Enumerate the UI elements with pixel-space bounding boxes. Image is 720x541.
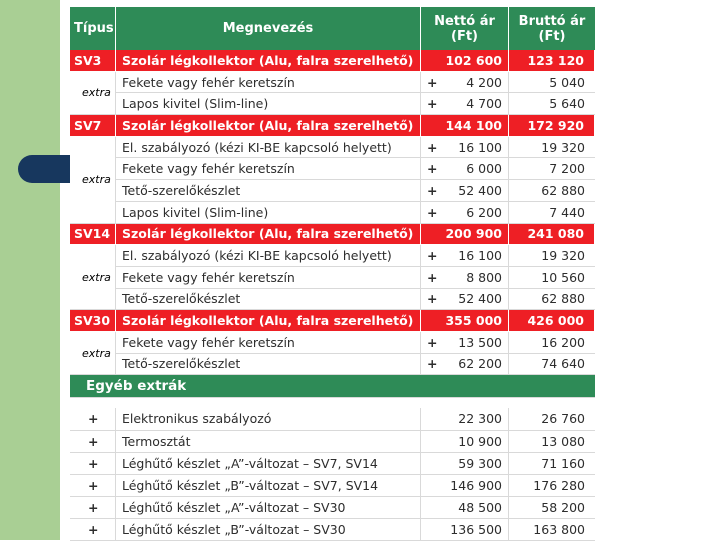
extra-row <box>116 180 595 202</box>
extra-gross-price: 7 200 <box>549 161 585 177</box>
header-brutto: Bruttó ár (Ft) <box>518 13 586 44</box>
extra-net-price: 8 800 <box>466 269 502 285</box>
product-code: SV14 <box>70 224 116 245</box>
extra-name: Tető-szerelőkészlet <box>116 289 421 310</box>
plus-sign: + <box>427 334 438 350</box>
extra-gross-price: 10 560 <box>541 269 585 285</box>
extra-name: Fekete vagy fehér keretszín <box>116 332 421 353</box>
other-net-cell <box>421 519 509 540</box>
extra-net-cell <box>421 72 509 93</box>
other-extra-name: Léghűtő készlet „A”-változat – SV7, SV14 <box>116 453 421 474</box>
extra-gross-price: 16 200 <box>541 334 585 350</box>
product-name: Szolár légkollektor (Alu, falra szerelhető) <box>116 115 421 136</box>
gross-price: 241 080 <box>509 224 595 245</box>
plus-sign: + <box>427 139 438 155</box>
extra-row <box>116 354 595 376</box>
other-gross-price: 163 800 <box>533 522 585 538</box>
extra-row <box>116 93 595 115</box>
plus-sign: + <box>427 182 438 198</box>
product-code: SV3 <box>70 50 116 71</box>
extra-net-price: 13 500 <box>458 334 502 350</box>
header-netto: Nettó ár (Ft) <box>421 7 509 50</box>
extra-row <box>116 289 595 311</box>
gross-price: 172 920 <box>509 115 595 136</box>
product-groups <box>70 50 595 375</box>
extra-label: extra <box>70 72 116 115</box>
other-extra-name: Léghűtő készlet „B”-változat – SV7, SV14 <box>116 475 421 496</box>
extras-group <box>70 72 595 115</box>
other-extra-row <box>70 475 595 497</box>
other-net-price: 10 900 <box>458 433 502 449</box>
net-price-cell <box>421 115 509 136</box>
extra-name: Fekete vagy fehér keretszín <box>116 72 421 93</box>
product-name: Szolár légkollektor (Alu, falra szerelhető) <box>116 310 421 331</box>
other-gross-price: 13 080 <box>541 433 585 449</box>
plus-sign: + <box>427 269 438 285</box>
product-row <box>70 224 595 246</box>
extra-net-cell <box>421 180 509 201</box>
extra-name: Tető-szerelőkészlet <box>116 180 421 201</box>
other-net-price: 136 500 <box>450 522 502 538</box>
other-extra-row <box>70 519 595 541</box>
other-extra-row <box>70 453 595 475</box>
extras-group <box>70 245 595 310</box>
extra-label: extra <box>70 332 116 375</box>
extra-gross-price: 74 640 <box>541 356 585 372</box>
plus-sign: + <box>427 291 438 307</box>
other-gross-price: 58 200 <box>541 500 585 516</box>
gross-price: 123 120 <box>509 50 595 71</box>
extra-name: Lapos kivitel (Slim-line) <box>116 202 421 223</box>
plus-sign: + <box>70 497 116 518</box>
other-net-cell <box>421 453 509 474</box>
extras-rows <box>116 332 595 375</box>
other-net-cell <box>421 431 509 452</box>
extras-group <box>70 137 595 224</box>
extra-row <box>116 137 595 159</box>
other-extra-row <box>70 431 595 453</box>
extra-net-price: 6 200 <box>466 204 502 220</box>
extra-label: extra <box>70 245 116 310</box>
net-price: 144 100 <box>445 117 502 133</box>
plus-sign: + <box>70 519 116 540</box>
extra-net-price: 6 000 <box>466 161 502 177</box>
plus-sign: + <box>427 96 438 112</box>
extra-gross-price: 19 320 <box>541 248 585 264</box>
extra-gross-price: 19 320 <box>541 139 585 155</box>
product-code: SV7 <box>70 115 116 136</box>
extra-name: El. szabályozó (kézi KI-BE kapcsoló helyett) <box>116 245 421 266</box>
net-price: 355 000 <box>445 313 502 329</box>
extra-net-price: 52 400 <box>458 291 502 307</box>
product-row <box>70 115 595 137</box>
left-sidebar-band <box>0 0 60 540</box>
extra-gross-price: 5 040 <box>549 74 585 90</box>
extra-row <box>116 158 595 180</box>
other-extra-name: Elektronikus szabályozó <box>116 408 421 429</box>
extra-net-cell <box>421 137 509 158</box>
extra-net-price: 52 400 <box>458 182 502 198</box>
spacer <box>70 398 595 408</box>
other-extras-title-row <box>70 375 595 398</box>
extra-row <box>116 202 595 224</box>
extra-net-cell <box>421 267 509 288</box>
extra-gross-price: 62 880 <box>541 291 585 307</box>
extra-net-cell <box>421 332 509 353</box>
net-price: 102 600 <box>445 52 502 68</box>
other-extra-row <box>70 497 595 519</box>
plus-sign: + <box>70 475 116 496</box>
extra-net-price: 62 200 <box>458 356 502 372</box>
extra-name: Fekete vagy fehér keretszín <box>116 267 421 288</box>
plus-sign: + <box>427 248 438 264</box>
other-gross-price: 71 160 <box>541 455 585 471</box>
other-net-cell <box>421 475 509 496</box>
extras-rows <box>116 245 595 310</box>
extras-group <box>70 332 595 375</box>
plus-sign: + <box>427 161 438 177</box>
product-row <box>70 50 595 72</box>
other-extra-name: Termosztát <box>116 431 421 452</box>
extras-rows <box>116 72 595 115</box>
extra-label: extra <box>70 137 116 224</box>
product-code: SV30 <box>70 310 116 331</box>
plus-sign: + <box>70 408 116 429</box>
other-gross-price: 176 280 <box>533 477 585 493</box>
extra-name: El. szabályozó (kézi KI-BE kapcsoló helyett) <box>116 137 421 158</box>
other-net-price: 146 900 <box>450 477 502 493</box>
plus-sign: + <box>427 74 438 90</box>
net-price: 200 900 <box>445 226 502 242</box>
extra-net-cell <box>421 93 509 114</box>
other-net-cell <box>421 408 509 429</box>
other-gross-price: 26 760 <box>541 411 585 427</box>
extra-row <box>116 267 595 289</box>
header-tipus: Típus <box>70 7 116 50</box>
plus-sign: + <box>427 356 438 372</box>
extra-net-cell <box>421 158 509 179</box>
product-row <box>70 310 595 332</box>
extra-gross-price: 5 640 <box>549 96 585 112</box>
other-net-cell <box>421 497 509 518</box>
other-net-price: 48 500 <box>458 500 502 516</box>
extra-name: Fekete vagy fehér keretszín <box>116 158 421 179</box>
plus-sign: + <box>70 431 116 452</box>
extra-gross-price: 62 880 <box>541 182 585 198</box>
extra-net-price: 16 100 <box>458 139 502 155</box>
other-extras-title: Egyéb extrák <box>86 378 187 395</box>
net-price-cell <box>421 224 509 245</box>
extra-gross-price: 7 440 <box>549 204 585 220</box>
net-price-cell <box>421 310 509 331</box>
extra-row <box>116 245 595 267</box>
other-net-price: 22 300 <box>458 411 502 427</box>
extra-net-price: 4 700 <box>466 96 502 112</box>
extra-net-cell <box>421 289 509 310</box>
net-price-cell <box>421 50 509 71</box>
gross-price: 426 000 <box>509 310 595 331</box>
extra-net-cell <box>421 202 509 223</box>
plus-sign: + <box>70 453 116 474</box>
product-name: Szolár légkollektor (Alu, falra szerelhető) <box>116 50 421 71</box>
extra-name: Tető-szerelőkészlet <box>116 354 421 375</box>
price-table <box>70 7 595 541</box>
extra-name: Lapos kivitel (Slim-line) <box>116 93 421 114</box>
header-megnevezes: Megnevezés <box>116 7 421 50</box>
extras-rows <box>116 137 595 224</box>
other-net-price: 59 300 <box>458 455 502 471</box>
other-extras-list <box>70 408 595 541</box>
table-header <box>70 7 595 50</box>
plus-sign: + <box>427 204 438 220</box>
extra-row <box>116 72 595 94</box>
other-extra-name: Léghűtő készlet „B”-változat – SV30 <box>116 519 421 540</box>
extra-net-price: 16 100 <box>458 248 502 264</box>
product-name: Szolár légkollektor (Alu, falra szerelhető) <box>116 224 421 245</box>
other-extra-row <box>70 408 595 430</box>
slide-bullet-shape <box>18 155 70 183</box>
extra-net-cell <box>421 245 509 266</box>
extra-row <box>116 332 595 354</box>
extra-net-cell <box>421 354 509 375</box>
extra-net-price: 4 200 <box>466 74 502 90</box>
other-extra-name: Léghűtő készlet „A”-változat – SV30 <box>116 497 421 518</box>
